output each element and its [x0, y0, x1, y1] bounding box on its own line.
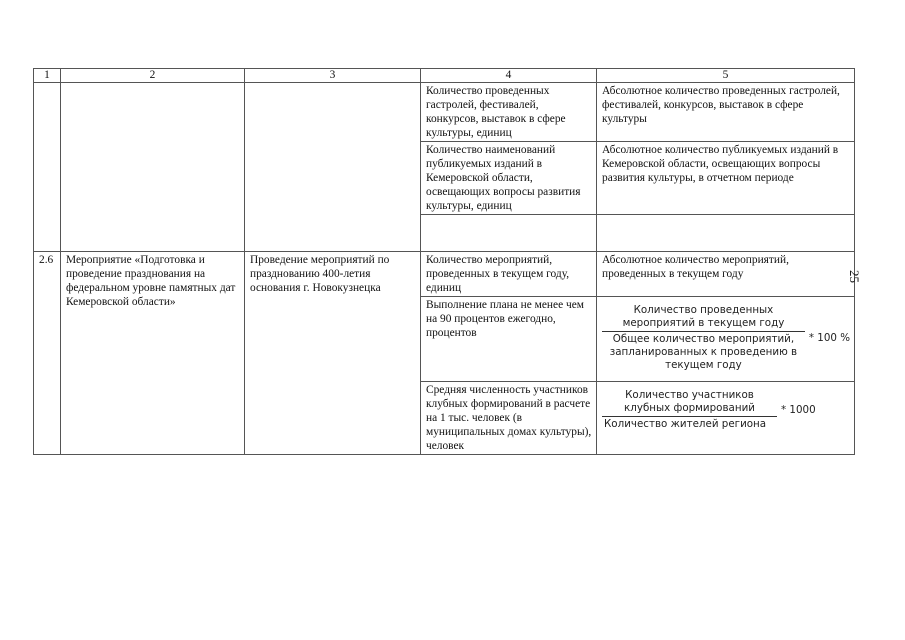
header-col-1: 1 — [34, 69, 61, 83]
indicator-cell: Количество наименований публикуемых изданий в Кемеровской области, освещающих вопросы развития культуры, единиц — [421, 142, 597, 215]
indicators-table — [33, 68, 855, 455]
formula-cell — [597, 382, 855, 455]
formula-numerator: Количество проведенных мероприятий в текущем году — [622, 304, 785, 329]
indicator-cell: Количество мероприятий, проведенных в текущем году, единиц — [421, 252, 597, 297]
formula-multiplier: * 100 % — [808, 331, 850, 344]
formula-numerator: Количество участников клубных формирований — [624, 389, 755, 414]
formula-denominator: Общее количество мероприятий, запланированных к проведению в текущем году — [602, 331, 805, 372]
header-col-5: 5 — [597, 69, 855, 83]
section-number-cell: 2.6 — [34, 252, 61, 455]
indicator-cell: Выполнение плана не менее чем на 90 процентов ежегодно, процентов — [421, 297, 597, 382]
formula-cell — [597, 297, 855, 382]
header-col-3: 3 — [245, 69, 421, 83]
empty-number-cell — [34, 83, 61, 252]
method-cell: Абсолютное количество публикуемых изданий в Кемеровской области, освещающих вопросы развития культуры, в отчетном периоде — [597, 142, 855, 215]
empty-event-cell — [61, 83, 245, 252]
page-number: 25 — [847, 270, 862, 283]
header-col-2: 2 — [61, 69, 245, 83]
method-cell: Абсолютное количество проведенных гастролей, фестивалей, конкурсов, выставок в сфере культуры — [597, 83, 855, 142]
indicator-cell: Количество проведенных гастролей, фестивалей, конкурсов, выставок в сфере культуры, единиц — [421, 83, 597, 142]
goal-cell: Проведение мероприятий по празднованию 400-летия основания г. Новокузнецка — [245, 252, 421, 455]
fraction — [602, 389, 777, 431]
club-formula — [602, 383, 850, 431]
formula-multiplier: * 1000 — [781, 403, 816, 416]
plan-formula — [602, 298, 850, 372]
indicator-cell: Средняя численность участников клубных формирований в расчете на 1 тыс. человек (в муниципальных домах культуры), человек — [421, 382, 597, 455]
table-row — [34, 83, 855, 142]
empty-goal-cell — [245, 83, 421, 252]
table-row — [34, 252, 855, 297]
formula-denominator: Количество жителей региона — [602, 416, 777, 431]
header-row — [34, 69, 855, 83]
header-col-4: 4 — [421, 69, 597, 83]
fraction — [602, 304, 805, 372]
method-cell: Абсолютное количество мероприятий, проведенных в текущем году — [597, 252, 855, 297]
event-cell: Мероприятие «Подготовка и проведение празднования на федеральном уровне памятных дат Кемеровской области» — [61, 252, 245, 455]
